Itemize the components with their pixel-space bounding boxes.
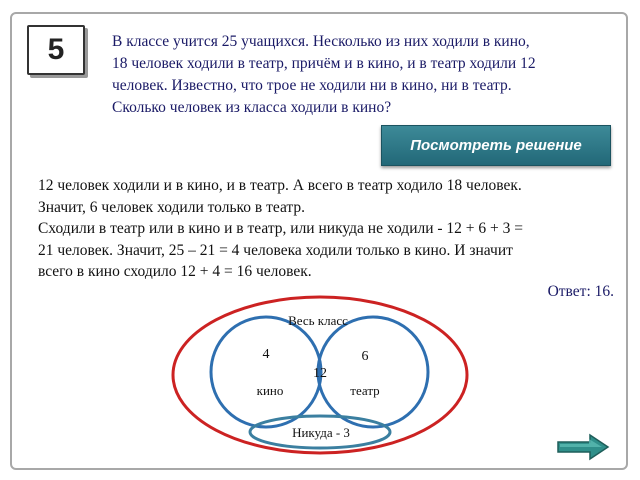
solution-line: Значит, 6 человек ходили только в театр.: [38, 198, 306, 216]
solution-line: 12 человек ходили и в кино, и в театр. А всего в театр ходило 18 человек.: [38, 177, 522, 194]
cinema-label: кино: [256, 383, 284, 398]
neither-label: Никуда - 3: [292, 425, 350, 440]
problem-line: Сколько человек из класса ходили в кино?: [112, 99, 392, 116]
theater-only-count: 6: [361, 349, 369, 364]
theater-circle: [318, 317, 428, 427]
solution-line: Сходили в театр или в кино и в театр, или никуда не ходили - 12 + 6 + 3 =: [38, 220, 524, 237]
solution-line: всего в кино сходило 12 + 4 = 16 человек.: [38, 263, 312, 280]
show-solution-button[interactable]: Посмотреть решение: [381, 125, 611, 166]
theater-label: театр: [350, 383, 380, 398]
problem-line: 18 человек ходили в театр, причём и в кино, и в театр ходили 12: [112, 55, 536, 72]
both-count: 12: [313, 366, 327, 381]
whole-class-label: Весь класс: [288, 313, 348, 328]
solution-line: 21 человек. Значит, 25 – 21 = 4 человека ходили только в кино. И значит: [38, 241, 513, 259]
answer-text: Ответ: 16.: [547, 283, 614, 300]
arrow-right-icon: [558, 435, 608, 459]
cinema-only-count: 4: [262, 347, 270, 362]
next-slide-button[interactable]: [556, 432, 612, 462]
problem-number-badge: 5: [27, 25, 85, 75]
cinema-circle: [211, 317, 321, 427]
problem-line: В классе учится 25 учащихся. Несколько из них ходили в кино,: [112, 33, 530, 50]
problem-line: человек. Известно, что трое не ходили ни в кино, ни в театр.: [112, 77, 512, 94]
